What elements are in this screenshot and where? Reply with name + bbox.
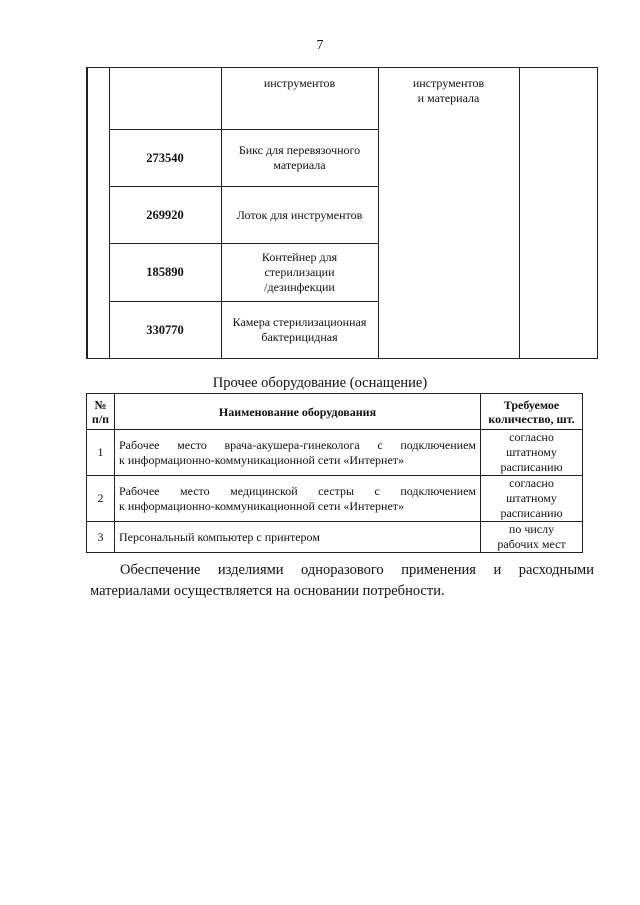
header-line: № [94,397,107,412]
row-number: 3 [87,522,115,553]
equipment-name-cell [221,302,378,359]
equipment-name-line: /дезинфекции [264,280,335,294]
header-line: п/п [91,411,110,426]
code-cell: 273540 [109,130,221,187]
table-row [87,430,583,476]
row-number: 2 [87,476,115,522]
requirement-line: и материала [417,91,480,105]
table-row [87,68,597,130]
header-line: Требуемое [503,397,560,412]
paragraph-line: материалами осуществляется на основании потребности. [90,583,445,599]
equipment-name-cell [115,522,481,553]
other-equipment-table [86,393,583,553]
equipment-name-line: материала [273,158,326,172]
equipment-name-cell [115,430,481,476]
equipment-name-line: к информационно-коммуникационной сети «Интернет» [119,452,405,467]
header-row [87,394,583,430]
equipment-name-line: Персональный компьютер с принтером [119,529,320,544]
code-cell: 269920 [109,187,221,244]
quantity-cell [481,476,583,522]
equipment-name-cell [221,68,378,130]
page-number: 7 [316,38,324,53]
quantity-line: рабочих мест [497,537,566,551]
equipment-name-line: Рабочее место врача-акушера-гинеколога с подключением [119,437,476,452]
table-row [87,522,583,553]
equipment-name-cell [221,130,378,187]
quantity-line: расписанию [500,460,563,474]
equipment-name-line: стерилизации [264,265,335,279]
equipment-name-line: бактерицидная [261,330,338,344]
requirement-cell [378,68,519,359]
table-row [87,476,583,522]
code-cell [109,68,221,130]
closing-paragraph [90,560,594,602]
equipment-name-line: Контейнер для [261,250,338,264]
paragraph-line: Обеспечение изделиями одноразового применения и расходными [120,562,594,578]
quantity-line: штатному [506,491,557,505]
equipment-table [86,67,598,359]
equipment-name-cell [115,476,481,522]
equipment-name-line: Камера стерилизационная [232,315,367,329]
column-header-number [87,394,115,430]
row-number-cell [87,68,109,359]
equipment-name-cell [221,244,378,302]
equipment-name-line: Рабочее место медицинской сестры с подключением [119,483,476,498]
equipment-name-cell [221,187,378,244]
column-header-name: Наименование оборудования [115,394,481,430]
equipment-name-line: Лоток для инструментов [236,207,363,222]
quantity-line: штатному [506,445,557,459]
quantity-line: согласно [509,430,554,444]
quantity-line: согласно [509,476,554,490]
header-line: количество, шт. [488,411,575,426]
section-title: Прочее оборудование (оснащение) [212,375,428,391]
quantity-line: по числу [508,522,555,536]
requirement-line: инструментов [412,76,485,90]
quantity-cell [481,430,583,476]
row-number: 1 [87,430,115,476]
code-cell: 330770 [109,302,221,359]
equipment-name: инструментов [263,76,336,90]
note-cell [519,68,597,359]
equipment-name-line: к информационно-коммуникационной сети «Интернет» [119,498,405,513]
quantity-line: расписанию [500,506,563,520]
quantity-cell [481,522,583,553]
equipment-name-line: Бикс для перевязочного [238,143,361,157]
column-header-quantity [481,394,583,430]
code-cell: 185890 [109,244,221,302]
